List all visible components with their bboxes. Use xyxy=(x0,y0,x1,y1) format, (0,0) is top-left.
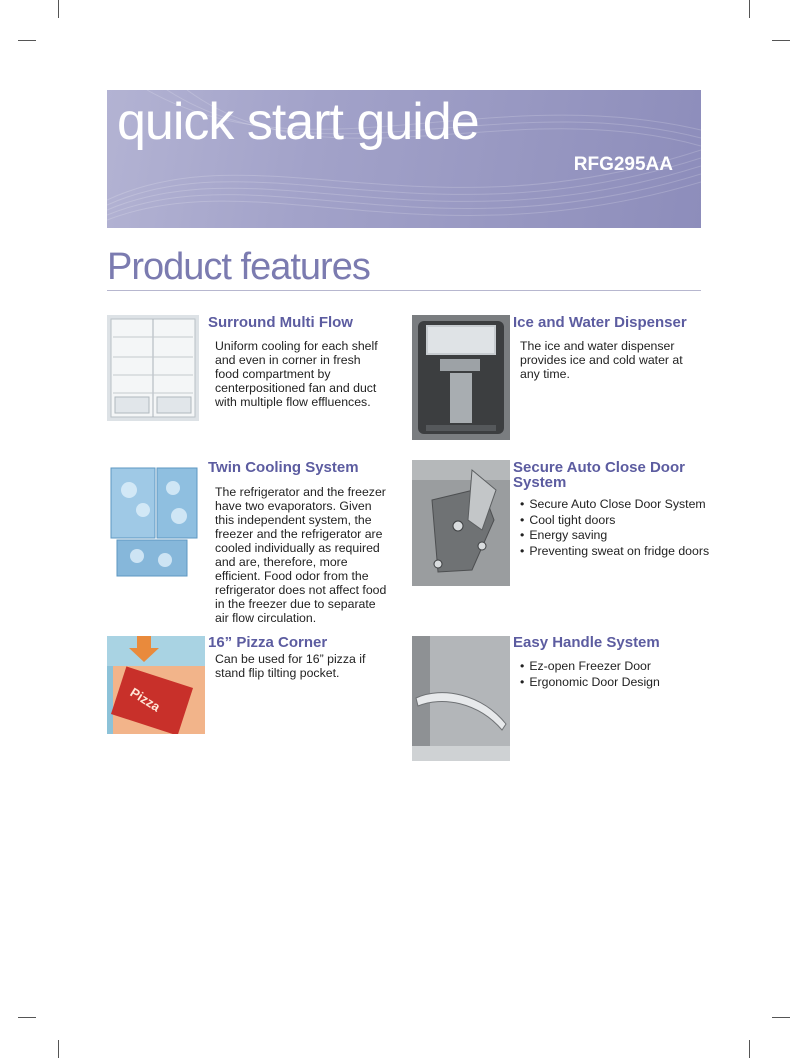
dispenser-image xyxy=(412,315,510,440)
crop-mark xyxy=(772,40,790,41)
crop-mark xyxy=(772,1017,790,1018)
crop-mark xyxy=(749,0,750,18)
guide-title: quick start guide xyxy=(117,93,479,151)
crop-mark xyxy=(18,40,36,41)
feature-list xyxy=(520,659,660,690)
pizza-corner-image xyxy=(107,636,205,734)
list-item: • Ergonomic Door Design xyxy=(520,675,660,691)
list-item: • Preventing sweat on fridge doors xyxy=(520,544,709,560)
crop-mark xyxy=(58,0,59,18)
section-divider xyxy=(107,290,701,291)
feature-description: The ice and water dispenser provides ice and cold water at any time. xyxy=(520,339,683,381)
fridge-interior-image xyxy=(107,315,199,421)
feature-title: Easy Handle System xyxy=(513,634,660,651)
header-banner xyxy=(107,90,701,228)
crop-mark xyxy=(18,1017,36,1018)
feature-title: Ice and Water Dispenser xyxy=(513,314,687,331)
list-item: • Cool tight doors xyxy=(520,513,709,529)
list-item: • Secure Auto Close Door System xyxy=(520,497,709,513)
door-hinge-image xyxy=(412,460,510,586)
feature-description: The refrigerator and the freezer have two evaporators. Given this independent system, the freezer and the refrigerator are cooled individually as required and are, therefore, more efficient. Food odor from the refrigerator does not affect food in the freezer due to separate air flow circulation. xyxy=(215,485,387,625)
model-number: RFG295AA xyxy=(573,154,673,175)
crop-mark xyxy=(749,1040,750,1058)
feature-list xyxy=(520,497,709,559)
crop-mark xyxy=(58,1040,59,1058)
list-item: • Ez-open Freezer Door xyxy=(520,659,660,675)
feature-description: Can be used for 16” pizza if stand flip tilting pocket. xyxy=(215,652,366,680)
feature-title: Twin Cooling System xyxy=(208,459,359,476)
feature-title: Secure Auto Close Door System xyxy=(513,459,685,491)
door-handle-image xyxy=(412,636,510,761)
pizza-box-label: Pizza xyxy=(127,684,164,715)
feature-title: Surround Multi Flow xyxy=(208,314,353,331)
twin-cooling-image xyxy=(107,460,205,582)
feature-description: Uniform cooling for each shelf and even in corner in fresh food compartment by centerpositioned fan and duct with multiple flow effluences. xyxy=(215,339,378,409)
section-title: Product features xyxy=(107,246,370,288)
list-item: • Energy saving xyxy=(520,528,709,544)
feature-title: 16” Pizza Corner xyxy=(208,634,328,651)
